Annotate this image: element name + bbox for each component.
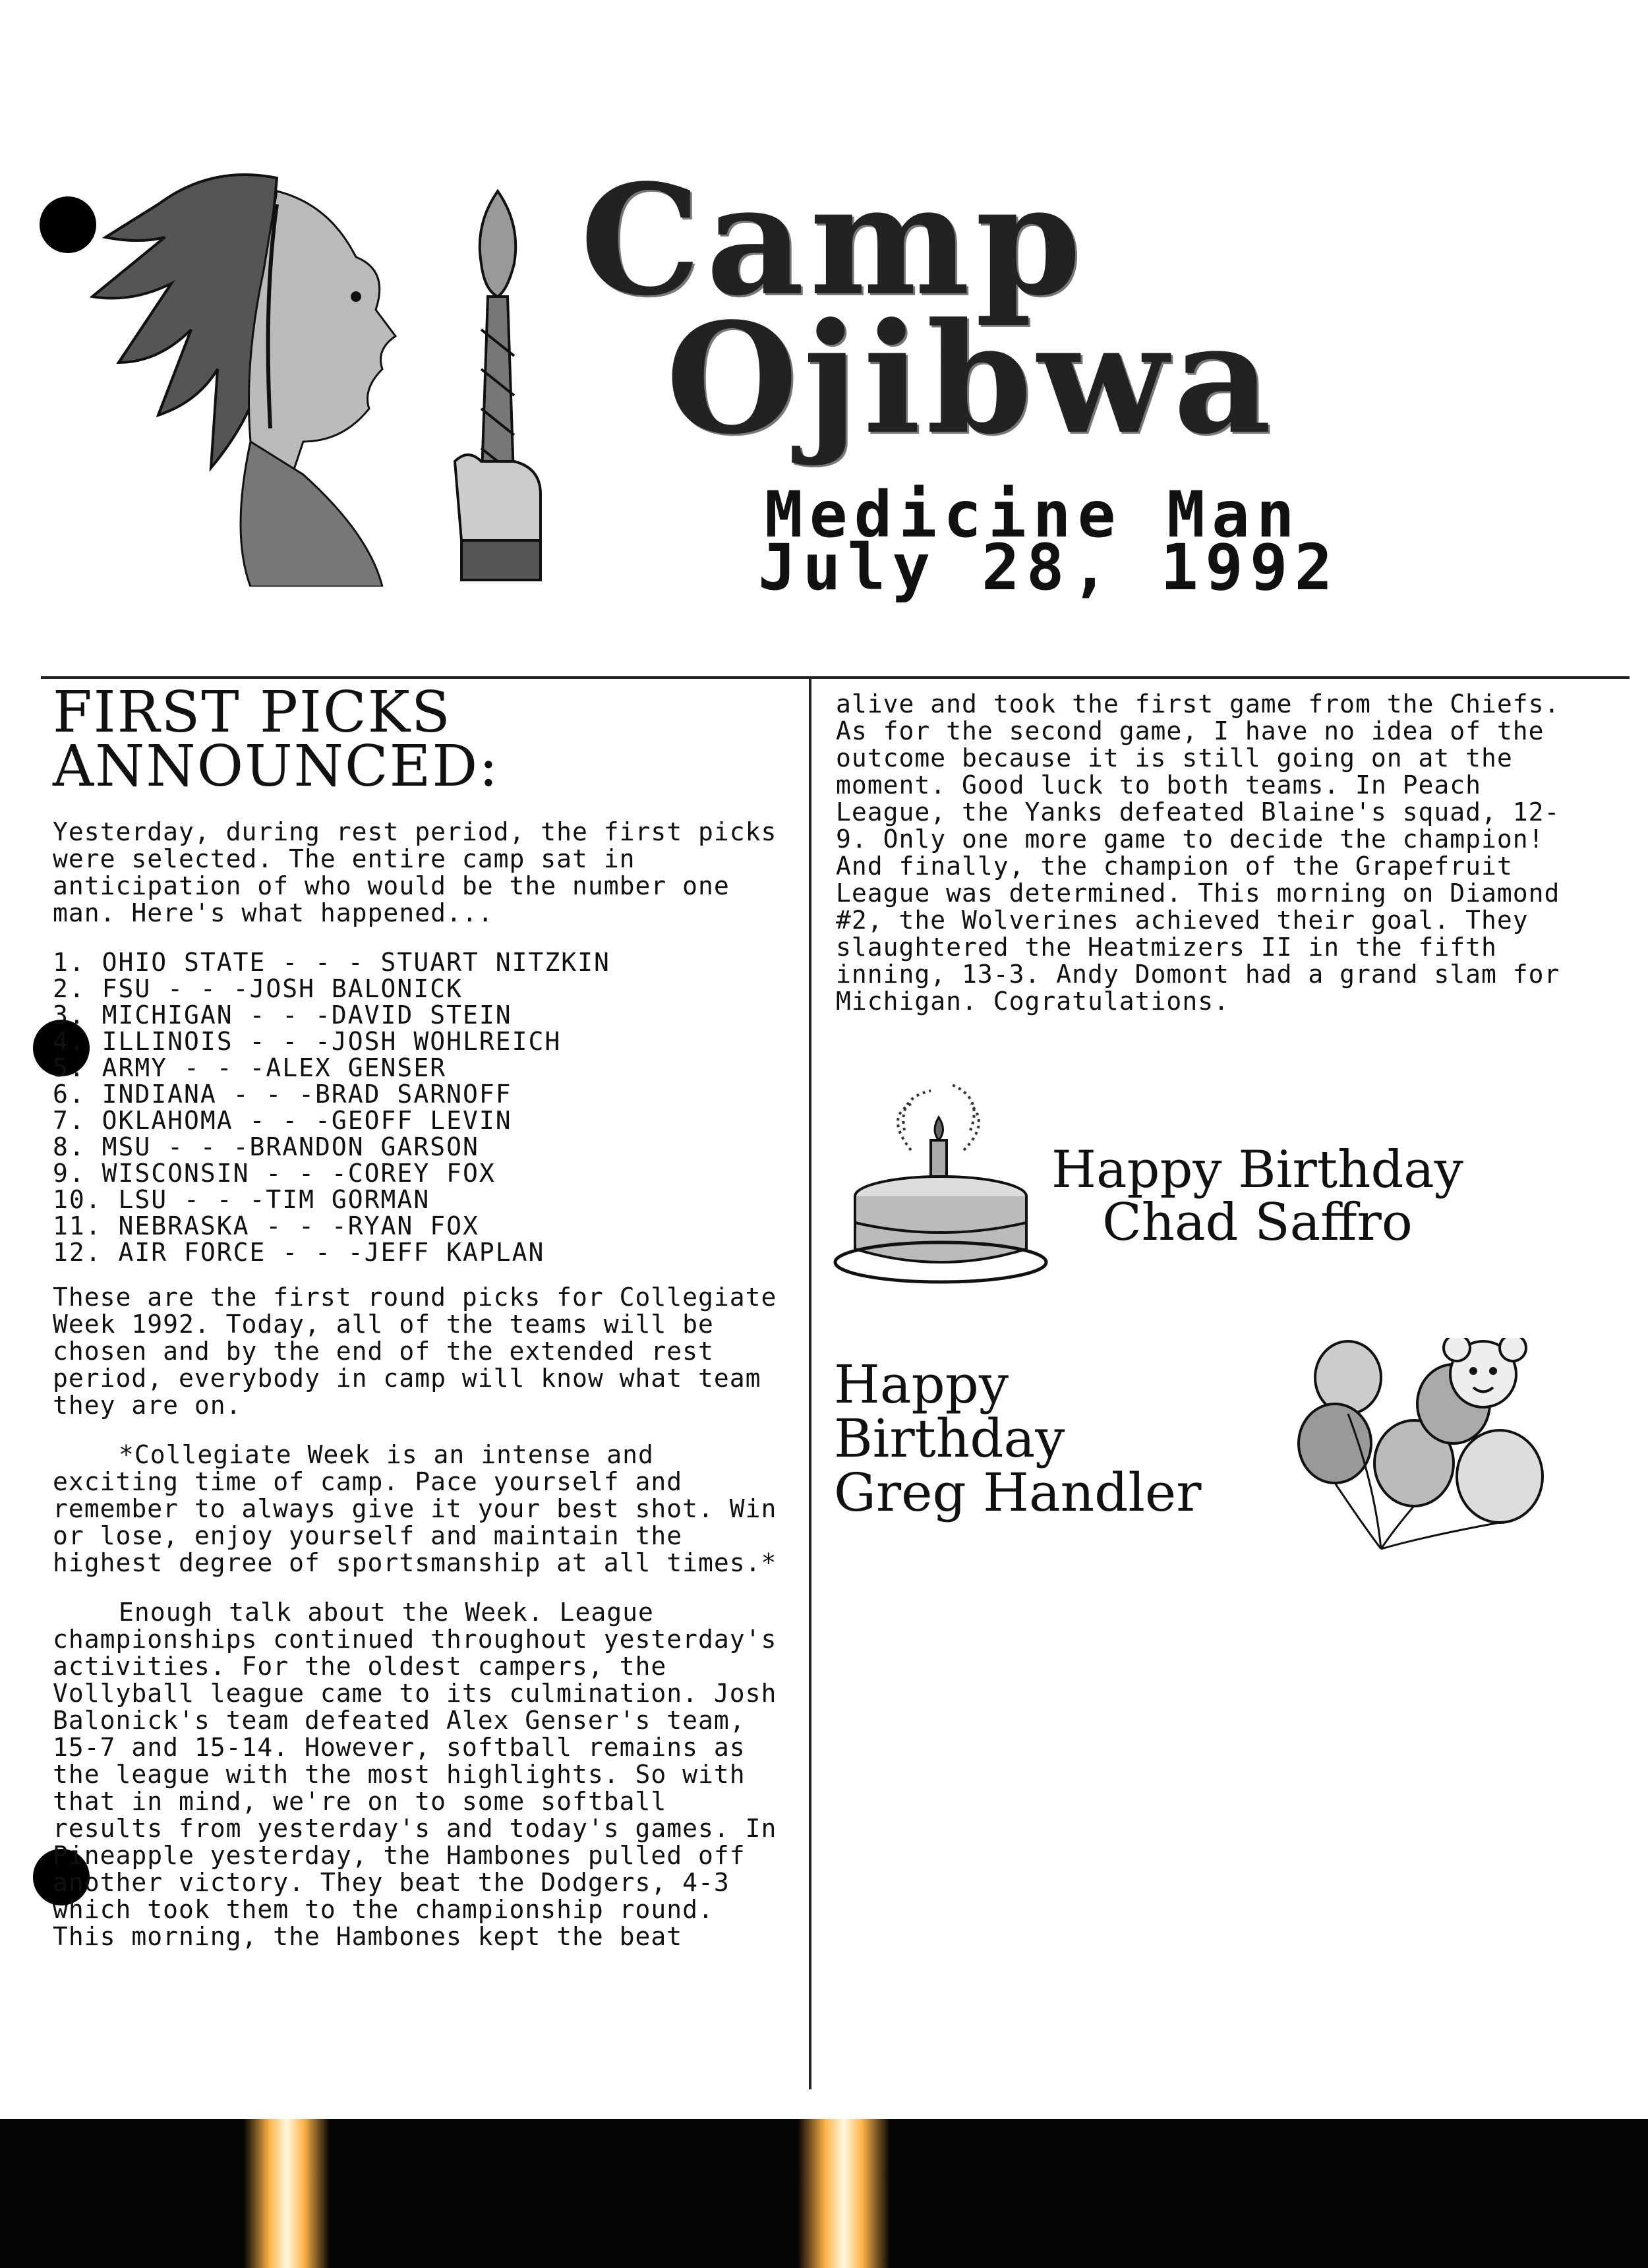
birthday-greeting: Happy Birthday	[1051, 1140, 1463, 1200]
birthday-cake-icon	[832, 1078, 1049, 1289]
article-left-column	[53, 680, 784, 1973]
list-item: 4. ILLINOIS - - -JOSH WOHLREICH	[53, 1027, 562, 1056]
picks-list	[53, 949, 784, 1265]
list-item: 3. MICHIGAN - - -DAVID STEIN	[53, 1001, 512, 1030]
balloons-bear-icon	[1295, 1338, 1572, 1556]
list-item: 8. MSU - - -BRANDON GARSON	[53, 1132, 479, 1161]
list-item: 7. OKLAHOMA - - -GEOFF LEVIN	[53, 1106, 512, 1135]
article-continued: alive and took the first game from the Chiefs. As for the second game, I have no idea of the outcome because it is still going on at the moment. Good luck to both teams. In Peach League, the Yanks defeated Blaine's squad, 12-9. Only one more game to decide the champion! And finally, the champion of the Grapefruit League was determined. This morning on Diamond #2, the Wolverines achieved their goal. They slaughtered the Heatmizers II in the fifth inning, 13-3. Andy Domont had a grand slam for Michigan. Cogratulations.	[836, 689, 1560, 1016]
headline-line2: ANNOUNCED:	[53, 734, 500, 800]
list-item: 10. LSU - - -TIM GORMAN	[53, 1185, 430, 1214]
list-item: 5. ARMY - - -ALEX GENSER	[53, 1053, 447, 1082]
birthday-message-2	[834, 1354, 1202, 1523]
list-item: 2. FSU - - -JOSH BALONICK	[53, 974, 463, 1003]
league-paragraph: Enough talk about the Week. League championships continued throughout yesterday's activities. For the oldest campers, the Vollyball league came to its culmination. Josh Balonick's team defeated Alex Genser's team, 15-7 and 15-14. However, softball remains as the league with the most highlights. So with that in mind, we're on to some softball results from yesterday's and today's games. In Pineapple yesterday, the Hambones pulled off another victory. They beat the Dodgers, 4-3 which took them to the championship round. This morning, the Hambones kept the beat	[53, 1598, 777, 1951]
article-after-picks: These are the first round picks for Collegiate Week 1992. Today, all of the teams will be chosen and by the end of the extended rest period, everybody in camp will know what team they are on.	[53, 1283, 777, 1420]
birthday-message-1	[1051, 1140, 1463, 1252]
masthead-title-line1: Camp	[580, 152, 1087, 330]
birthday-name: Greg Handler	[834, 1462, 1202, 1523]
horizontal-rule	[41, 676, 1630, 679]
headline-line1: FIRST PICKS	[53, 680, 452, 745]
list-item: 11. NEBRASKA - - -RYAN FOX	[53, 1211, 479, 1240]
list-item: 9. WISCONSIN - - -COREY FOX	[53, 1159, 496, 1188]
torch-icon	[442, 185, 554, 587]
newsletter-name: Medicine Man	[765, 478, 1301, 552]
scan-glare	[798, 2119, 890, 2268]
article-headline	[53, 680, 554, 800]
birthday-greeting: Happy	[834, 1354, 1009, 1415]
masthead-title-line2: Ojibwa	[666, 290, 1277, 468]
list-item: 12. AIR FORCE - - -JEFF KAPLAN	[53, 1238, 545, 1267]
article-intro: Yesterday, during rest period, the first picks were selected. The entire camp sat in anticipation of who would be the number one man. Here's what happened...	[53, 817, 777, 927]
article-right-column	[836, 691, 1568, 1037]
collegiate-week-note: *Collegiate Week is an intense and exciting time of camp. Pace yourself and remember to always give it your best shot. Win or lose, enjoy yourself and maintain the highest degree of sportsmanship at all times.*	[53, 1440, 777, 1577]
list-item: 1. OHIO STATE - - - STUART NITZKIN	[53, 948, 610, 977]
birthday-greeting: Birthday	[834, 1408, 1065, 1469]
scan-glare	[244, 2119, 330, 2268]
chief-headdress-icon	[79, 165, 461, 587]
list-item: 6. INDIANA - - -BRAD SARNOFF	[53, 1080, 512, 1109]
birthday-name: Chad Saffro	[1102, 1193, 1413, 1252]
column-divider	[809, 679, 811, 2089]
issue-date: July 28, 1992	[758, 531, 1339, 604]
